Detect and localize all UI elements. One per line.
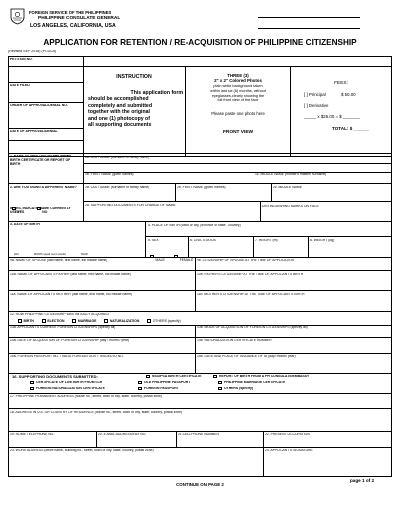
field-18[interactable]: 18. ADDRESS IN U.S. OR COUNTRY OF RESIDENCE (house no., street, town or city, state, country, postal zone) (10, 411, 183, 414)
photo-box[interactable]: THREE (3) 2" x 2" Colored Photos plain white background taken within last six (6) months, without eyeglasses,clearly showing the full front view of the face Please paste one photo here FRONT VIEW (210, 73, 266, 135)
fee-principal[interactable]: [ ] Principal (304, 91, 326, 97)
field-2d[interactable]: 2d. SUPPORTING DOCUMENTS FOR CHANGE OF NAME (85, 204, 176, 207)
field-1a[interactable]: 1a. LAST NAME (surname or family name) (85, 156, 150, 159)
field-23[interactable]: 23. WORK ADDRESS (office name, building no., street, town or city, state, country, postal zone) (10, 449, 154, 452)
date-of-birth-sub[interactable]: DAY MONTH (spell out in words) YEAR (14, 253, 88, 256)
female-checkbox[interactable] (174, 255, 178, 258)
field-10a[interactable]: 10a. NAME OF APPLICANT'S FATHER (last name, first name, full middle name) (10, 273, 131, 276)
field-2a[interactable]: 2a. LAST NAME (surname or family name) (85, 186, 150, 189)
field-5[interactable]: 5. SEX (148, 239, 159, 242)
foreign-passport-checkbox[interactable] (138, 387, 142, 390)
report-of-birth-checkbox[interactable] (213, 375, 217, 378)
field-2b[interactable]: 2b. FIRST NAME (given names) (177, 186, 226, 189)
consulate-seal-icon (10, 8, 25, 25)
consulate-name: PHILIPPINE CONSULATE GENERAL (38, 16, 121, 21)
order-approval-label: ORDER OF APPROVAL/DENIAL NO. (10, 104, 68, 107)
fee-derivative[interactable]: [ ] Derivative (304, 102, 329, 108)
field-2c[interactable]: 2c. MIDDLE NAME (273, 186, 303, 189)
field-2-label: 2. ARE YOU USING A DIFFERENT NAME? (10, 186, 77, 189)
field-4[interactable]: 4. PLACE OF BIRTH (town or city, province or state , country) (148, 224, 241, 227)
field-17[interactable]: 17. PHILIPPINE PERMANENT ADDRESS (house no., street, town or city, state, country, postal zone) (10, 395, 163, 398)
naturalization-cert-checkbox[interactable] (30, 387, 34, 390)
lcr-checkbox[interactable] (30, 381, 34, 384)
field-14a[interactable]: 14a. DATE OF ACQUISITION OF FOREIGN CITIZENSHIP (day / month / year) (10, 339, 130, 342)
petition-no-label: PETITION NO. (10, 58, 33, 61)
fee-total: TOTAL: $ ______ (332, 126, 369, 132)
nso-checkbox[interactable] (146, 375, 150, 378)
marriage-checkbox[interactable] (72, 319, 76, 322)
field-9a[interactable]: 9a. NAME OF SPOUSE (last name, first name, full middle name) (10, 259, 108, 262)
field-13b[interactable]: 13b. MODE OF ACQUISITION OF FOREIGN CITIZENSHIPS (specify all) (197, 326, 308, 329)
field-3-label: 3. DATE OF BIRTH (10, 223, 40, 226)
header-line-2 (258, 28, 360, 29)
field-15a[interactable]: 15a. FOREIGN PASSPORT NO. / VALID FOREIGN GOV'T ISSUED ID NO. (10, 355, 124, 358)
consulate-location: LOS ANGELES, CALIFORNIA, USA (30, 23, 116, 29)
agency-name: FOREIGN SERVICE OF THE PHILIPPINES (29, 10, 112, 15)
form-title: APPLICATION FOR RETENTION / RE-ACQUISITION OF PHILIPPINE CITIZENSHIP (43, 38, 357, 47)
field-22[interactable]: 22. PRESENT OCCUPATION (265, 433, 310, 436)
field-15b[interactable]: 15b. DATE AND PLACE OF ISSUANCE OF ID (day/ month/ year) (197, 355, 296, 358)
sex-options: MALE FEMALE (150, 248, 193, 266)
field-20[interactable]: 20. E-MAIL ADDRESS/FAX NO. (98, 433, 147, 436)
date-approval-label: DATE OF APPROVAL/DENIAL (10, 130, 58, 133)
field-21[interactable]: 21.CELLPHONE NUMBER (178, 433, 219, 436)
old-passport-checkbox[interactable] (138, 381, 142, 384)
field-19[interactable]: 19. HOME TELEPHONE NO. (10, 433, 55, 436)
birth-checkbox[interactable] (18, 319, 22, 322)
field-12-options: BIRTH ELECTION MARRIAGE NATURALIZATION OTHERS (specify) (18, 319, 278, 324)
others-doc-checkbox[interactable] (218, 387, 222, 390)
field-14b[interactable]: 14b. NATURALIZATION CERTIFICATE NUMBER (197, 339, 272, 342)
date-filed-label: DATE FILED (10, 84, 30, 87)
field-6[interactable]: 6. CIVIL STATUS (190, 239, 216, 242)
instruction-body: This application form should be accomplished completely and submitted together with the original and one (1) photocopy of all supporting documents (88, 90, 183, 129)
field-2-options: YES NO (12, 200, 47, 218)
others-checkbox[interactable] (147, 319, 151, 322)
page-number: page 1 of 2 (350, 478, 374, 483)
fees-box: FEES: [ ] Principal $ 50.00 [ ] Derivative _____ x $25.00 = $ _______ TOTAL: $ ______ (292, 67, 390, 157)
field-1-label: 1. NAME AS WRITTEN ON PHILIPPINE BIRTH CERTIFICATE OR REPORT OF BIRTH (10, 155, 72, 166)
instruction-heading: INSTRUCTION (116, 74, 152, 80)
field-9b[interactable]: 9b. CITIZENSHIP OF SPOUSE AT THE TIME OF APPLICATION (197, 259, 295, 262)
male-checkbox[interactable] (150, 255, 154, 258)
header-line-1 (258, 17, 360, 18)
field-8[interactable]: 8. WEIGHT (kg) (310, 239, 335, 242)
continue-note: CONTINUE ON PAGE 2 (176, 482, 224, 487)
form-revision: (Revised SEP 2018) (PCGLA) (8, 50, 57, 53)
field-24[interactable]: 24. APPLICANT'S SIGNATURE (265, 449, 313, 452)
naturalization-checkbox[interactable] (104, 319, 108, 322)
field-16-label: 16. SUPPORTING DOCUMENTS SUBMITTED: (12, 375, 98, 379)
field-12: 12. HOW PHILIPPINE CITIZENSHIP WAS INITIALLY ACQUIRED (10, 313, 109, 316)
field-7[interactable]: 7. HEIGHT (m) (255, 239, 278, 242)
marriage-cert-checkbox[interactable] (218, 381, 222, 384)
field-11b[interactable]: 11b. MOTHER'S CITIZENSHIP AT THE TIME OF APPLICANT'S BIRTH (197, 293, 305, 296)
field-10b[interactable]: 10b. FATHER'S CITIZENSHIP AT THE TIME OF APPLICANT'S BIRTH (197, 273, 304, 276)
field-2-note: IF YES, INDICATE NAME CURRENTLY USED (10, 207, 71, 214)
field-1b[interactable]: 1b. FIRST NAME (given names) (85, 173, 134, 176)
field-13a[interactable]: 13a. APPLICANT'S CURRENT FOREIGN CITIZENSHIPS (specify all) (10, 326, 116, 329)
field-11a[interactable]: 11a. NAME OF APPLICANT'S MOTHER (last name, first name, full middle name) (10, 293, 133, 296)
field-1c[interactable]: 1c. MIDDLE NAME (mother's maiden surname) (255, 173, 327, 176)
election-checkbox[interactable] (42, 319, 46, 322)
distinguishing-marks[interactable]: DISTINGUISHING MARKS ON FACE (262, 205, 319, 208)
